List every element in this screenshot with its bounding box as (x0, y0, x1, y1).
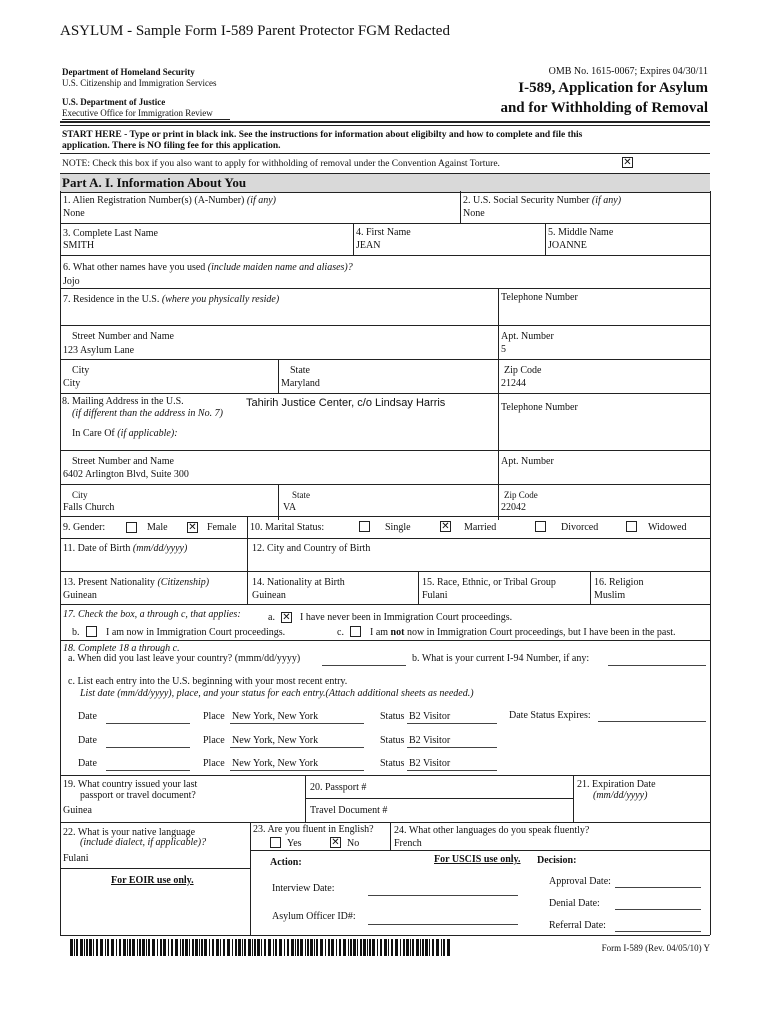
q15-value[interactable]: Fulani (422, 590, 448, 601)
q18c-line-2: List date (mm/dd/yyyy), place, and your status for each entry.(Attach additional sheets as needed.) (80, 688, 474, 699)
q8-zip-label: Zip Code (504, 490, 538, 500)
q12-label: 12. City and Country of Birth (252, 543, 371, 554)
q17c-marker: c. (337, 627, 344, 638)
entry-1-expires-blank[interactable] (598, 721, 706, 722)
row-rule (60, 288, 710, 289)
q7-apt-label: Apt. Number (501, 331, 554, 342)
q13-value[interactable]: Guinean (63, 590, 97, 601)
eoir-use-only: For EOIR use only. (111, 875, 194, 886)
q18-label: 18. Complete 18 a through c. (63, 643, 180, 654)
fluent-no-checkbox[interactable]: ✕ (331, 837, 340, 848)
divorced-checkbox[interactable] (535, 521, 546, 532)
q19-value[interactable]: Guinea (63, 805, 92, 816)
entry-2-date-blank[interactable] (106, 747, 190, 748)
cat-checkbox[interactable]: ✕ (623, 157, 632, 168)
entry-3-status-blank (407, 770, 497, 771)
q2-value[interactable]: None (463, 208, 485, 219)
q18c-line-1: c. List each entry into the U.S. beginning with your most recent entry. (68, 676, 348, 687)
divider (498, 288, 499, 520)
divorced-label: Divorced (561, 522, 599, 533)
q18a-text: a. When did you last leave your country? (mmm/dd/yyyy) (68, 653, 301, 664)
header-rule-thin (60, 125, 710, 126)
entry-1-date-blank[interactable] (106, 723, 190, 724)
male-checkbox[interactable] (126, 522, 137, 533)
footer-form-rev: Form I-589 (Rev. 04/05/10) Y (601, 943, 710, 953)
female-label: Female (207, 522, 237, 533)
q8-care-of-value[interactable]: Tahirih Justice Center, c/o Lindsay Harris (246, 397, 446, 409)
entry-2-status-label: Status (380, 735, 405, 746)
agency-eoir: Executive Office for Immigration Review (62, 108, 213, 118)
q14-label: 14. Nationality at Birth (252, 577, 345, 588)
q3-value[interactable]: SMITH (63, 240, 95, 251)
q8-apt-label: Apt. Number (501, 456, 554, 467)
q7-city-value[interactable]: City (63, 378, 81, 389)
entry-1-place-blank (230, 723, 364, 724)
q8-hint: (if different than the address in No. 7) (72, 408, 223, 419)
row-rule (60, 325, 710, 326)
q16-value[interactable]: Muslim (594, 590, 626, 601)
entry-3-status-label: Status (380, 758, 405, 769)
q20-rule (305, 798, 573, 799)
q5-value[interactable]: JOANNE (548, 240, 587, 251)
q18b-blank[interactable] (608, 665, 706, 666)
q17c-text: I am not now in Immigration Court proceedings, but I have been in the past. (370, 627, 676, 638)
agency-doj: U.S. Department of Justice (62, 97, 166, 107)
start-here-line-2: application. There is NO filing fee for this application. (62, 141, 281, 151)
divider (573, 775, 574, 822)
q24-value[interactable]: French (394, 838, 422, 849)
row-rule (60, 571, 710, 572)
entry-2-place-value[interactable]: New York, New York (232, 735, 319, 746)
interview-date-blank[interactable] (368, 895, 518, 896)
entry-3-status-value[interactable]: B2 Visitor (409, 758, 451, 769)
q8-street-label: Street Number and Name (72, 456, 174, 467)
divider (390, 822, 391, 850)
note-text: NOTE: Check this box if you also want to apply for withholding of removal under the Convention Against Torture. (62, 159, 500, 169)
q1-value[interactable]: None (63, 208, 85, 219)
q9-label: 9. Gender: (63, 522, 106, 533)
q7-zip-value[interactable]: 21244 (501, 378, 526, 389)
q20-label: 20. Passport # (310, 782, 367, 793)
q17b-checkbox[interactable] (86, 626, 97, 637)
married-label: Married (464, 522, 497, 533)
entry-1-place-value[interactable]: New York, New York (232, 711, 319, 722)
q8-care-of-label: In Care Of (if applicable): (72, 428, 178, 439)
q7-state-label: State (290, 365, 310, 376)
divider (247, 516, 248, 538)
divider (460, 191, 461, 223)
divider (418, 571, 419, 604)
entry-1-expires-label: Date Status Expires: (509, 710, 591, 721)
q18a-blank[interactable] (322, 665, 406, 666)
q14-value[interactable]: Guinean (252, 590, 286, 601)
q15-label: 15. Race, Ethnic, or Tribal Group (422, 577, 556, 588)
divider (353, 223, 354, 255)
agency-dhs: Department of Homeland Security (62, 67, 195, 77)
entry-2-status-blank (407, 747, 497, 748)
q7-street-label: Street Number and Name (72, 331, 174, 342)
entry-1-status-blank (407, 723, 497, 724)
form-title-line-2: and for Withholding of Removal (500, 100, 708, 116)
entry-2-place-label: Place (203, 735, 225, 746)
officer-id-label: Asylum Officer ID#: (272, 911, 356, 922)
q6-value[interactable]: Jojo (63, 276, 80, 287)
q3-label: 3. Complete Last Name (63, 228, 158, 239)
uscis-action-label: Action: (270, 857, 302, 868)
row-rule (250, 850, 710, 851)
q8-state-value[interactable]: VA (283, 502, 297, 513)
entry-2-status-value[interactable]: B2 Visitor (409, 735, 451, 746)
officer-id-blank[interactable] (368, 924, 518, 925)
row-rule (60, 640, 710, 641)
divider (247, 538, 248, 571)
q8-label: 8. Mailing Address in the U.S. (62, 396, 184, 407)
divider (278, 484, 279, 520)
barcode (70, 939, 450, 956)
divider (250, 822, 251, 850)
male-label: Male (147, 522, 168, 533)
start-here-line-1: START HERE - Type or print in black ink. See the instructions for information about eligibilty and how to complete and file this (62, 130, 583, 140)
agency-uscis: U.S. Citizenship and Immigration Services (62, 78, 217, 88)
q7-label: 7. Residence in the U.S. (where you physically reside) (63, 294, 280, 305)
q8-telephone-label: Telephone Number (501, 402, 578, 413)
q22-label-1: 22. What is your native language (63, 827, 196, 838)
q22-bottom-rule (60, 868, 250, 869)
q17a-text: I have never been in Immigration Court proceedings. (300, 612, 513, 623)
q2-label: 2. U.S. Social Security Number (if any) (463, 195, 622, 206)
entry-2-date-label: Date (78, 735, 97, 746)
form-title-line-1: I-589, Application for Asylum (518, 80, 708, 96)
q17b-text: I am now in Immigration Court proceedings. (106, 627, 286, 638)
form-bottom-border (60, 935, 710, 936)
approval-date-blank[interactable] (615, 887, 701, 888)
row-rule (60, 255, 710, 256)
q8-state-label: State (292, 490, 310, 500)
q22-value[interactable]: Fulani (63, 853, 89, 864)
entry-3-date-blank[interactable] (106, 770, 190, 771)
entry-1-status-label: Status (380, 711, 405, 722)
q7-state-value[interactable]: Maryland (281, 378, 320, 389)
q16-label: 16. Religion (594, 577, 644, 588)
denial-date-blank[interactable] (615, 909, 701, 910)
entry-3-place-label: Place (203, 758, 225, 769)
referral-date-label: Referral Date: (549, 920, 606, 931)
row-rule (60, 775, 710, 776)
fluent-no-label: No (347, 838, 360, 849)
entry-1-place-label: Place (203, 711, 225, 722)
widowed-label: Widowed (648, 522, 687, 533)
q21-label-1: 21. Expiration Date (577, 779, 656, 790)
omb-number: OMB No. 1615-0067; Expires 04/30/11 (548, 66, 708, 77)
q23-label: 23. Are you fluent in English? (253, 824, 374, 835)
divider (545, 223, 546, 255)
row-rule (60, 538, 710, 539)
q19-label-2: passport or travel document? (80, 790, 196, 801)
row-rule (60, 223, 710, 224)
divider (278, 359, 279, 393)
divider (250, 850, 251, 935)
row-rule (60, 604, 710, 605)
q17-label: 17. Check the box, a through c, that applies: (63, 609, 241, 620)
q24-label: 24. What other languages do you speak fluently? (394, 825, 590, 836)
q18b-text: b. What is your current I-94 Number, if any: (412, 653, 590, 664)
row-rule (60, 393, 710, 394)
row-rule (60, 484, 710, 485)
interview-date-label: Interview Date: (272, 883, 335, 894)
fluent-yes-label: Yes (287, 838, 302, 849)
q1-label: 1. Alien Registration Number(s) (A-Number) (if any) (63, 195, 277, 206)
q20-travel-doc-label: Travel Document # (310, 805, 388, 816)
single-checkbox[interactable] (359, 521, 370, 532)
entry-3-date-label: Date (78, 758, 97, 769)
entry-3-place-value[interactable]: New York, New York (232, 758, 319, 769)
q11-label: 11. Date of Birth (mm/dd/yyyy) (63, 543, 188, 554)
uscis-decision-label: Decision: (537, 855, 577, 866)
widowed-checkbox[interactable] (626, 521, 637, 532)
q8-city-label: City (72, 490, 88, 500)
q8-city-value[interactable]: Falls Church (63, 502, 115, 513)
row-rule (60, 822, 710, 823)
approval-date-label: Approval Date: (549, 876, 611, 887)
entry-3-place-blank (230, 770, 364, 771)
form-left-border (60, 191, 61, 935)
divider (247, 571, 248, 604)
q7-city-label: City (72, 365, 90, 376)
q7-street-value[interactable]: 123 Asylum Lane (63, 345, 135, 356)
q6-label: 6. What other names have you used (include maiden name and aliases)? (63, 262, 353, 273)
entry-1-date-label: Date (78, 711, 97, 722)
q10-label: 10. Marital Status: (250, 522, 325, 533)
start-here-rule (60, 153, 710, 154)
q17b-marker: b. (72, 627, 80, 638)
form-right-border (710, 191, 711, 935)
q7-zip-label: Zip Code (504, 365, 542, 376)
q21-label-2: (mm/dd/yyyy) (593, 790, 648, 801)
entry-1-status-value[interactable]: B2 Visitor (409, 711, 451, 722)
divider (590, 571, 591, 604)
denial-date-label: Denial Date: (549, 898, 600, 909)
q8-zip-value[interactable]: 22042 (501, 502, 526, 513)
row-rule (60, 450, 710, 451)
header-rule (60, 121, 710, 123)
row-rule (60, 516, 710, 517)
row-rule (60, 359, 710, 360)
header-underline-left (62, 119, 230, 120)
q17c-checkbox[interactable] (350, 626, 361, 637)
q5-label: 5. Middle Name (548, 227, 614, 238)
q22-label-2: (include dialect, if applicable)? (80, 837, 207, 848)
q4-label: 4. First Name (356, 227, 411, 238)
fluent-yes-checkbox[interactable] (270, 837, 281, 848)
document-title: ASYLUM - Sample Form I-589 Parent Protector FGM Redacted (60, 23, 450, 39)
q8-street-value[interactable]: 6402 Arlington Blvd, Suite 300 (63, 469, 189, 480)
female-checkbox[interactable]: ✕ (188, 522, 197, 533)
q7-apt-value[interactable]: 5 (501, 344, 506, 355)
q13-label: 13. Present Nationality (Citizenship) (63, 577, 210, 588)
q17a-marker: a. (268, 612, 275, 623)
q7-telephone-label: Telephone Number (501, 292, 578, 303)
referral-date-blank[interactable] (615, 931, 701, 932)
q19-label-1: 19. What country issued your last (63, 779, 198, 790)
q4-value[interactable]: JEAN (356, 240, 381, 251)
entry-2-place-blank (230, 747, 364, 748)
part-heading: Part A. I. Information About You (62, 175, 247, 190)
uscis-use-only: For USCIS use only. (434, 854, 521, 865)
single-label: Single (385, 522, 411, 533)
married-checkbox[interactable]: ✕ (441, 521, 450, 532)
q17a-checkbox[interactable]: ✕ (282, 612, 291, 623)
